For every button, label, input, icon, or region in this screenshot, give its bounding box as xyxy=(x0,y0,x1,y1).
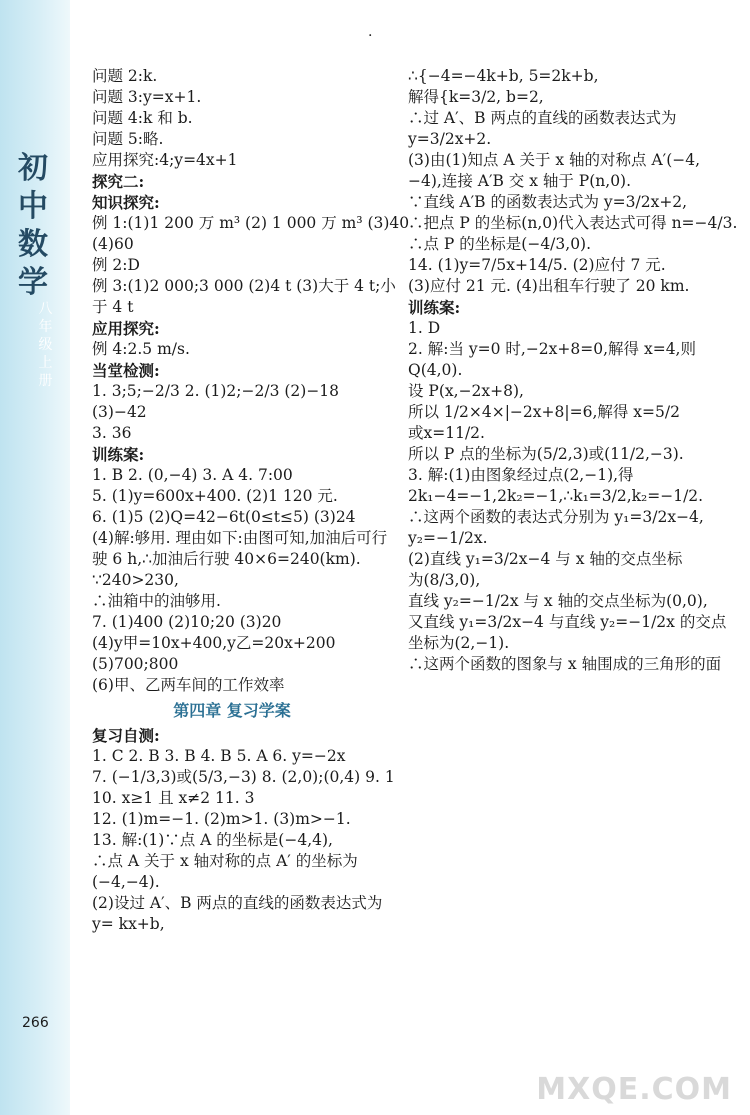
text-line: ∴这两个函数的表达式分别为 y₁=3/2x−4, xyxy=(408,508,704,526)
text-line: 14. (1)y=7/5x+14/5. (2)应付 7 元. xyxy=(408,256,666,274)
text-line: 10. x≥1 且 x≠2 11. 3 xyxy=(92,789,255,807)
text-line: 3. 解:(1)由图象经过点(2,−1),得 xyxy=(408,466,634,484)
text-line: y= kx+b, xyxy=(92,915,165,933)
text-line: (3)由(1)知点 A 关于 x 轴的对称点 A′(−4, xyxy=(408,151,701,169)
text-line: 应用探究: xyxy=(92,319,160,338)
text-line: 问题 4:k 和 b. xyxy=(92,109,193,127)
watermark: MXQE.COM xyxy=(536,1072,732,1107)
text-line: (2)设过 A′、B 两点的直线的函数表达式为 xyxy=(92,894,383,912)
text-line: 复习自测: xyxy=(92,726,160,745)
text-line: ∴油箱中的油够用. xyxy=(92,592,221,610)
text-line: ∵240>230, xyxy=(92,571,179,589)
text-line: ∴点 A 关于 x 轴对称的点 A′ 的坐标为 xyxy=(92,852,358,870)
text-line: (−4,−4). xyxy=(92,873,160,891)
text-line: 问题 3:y=x+1. xyxy=(92,88,202,106)
page-number: 266 xyxy=(22,1015,49,1031)
text-line: −4),连接 A′B 交 x 轴于 P(n,0). xyxy=(408,172,632,190)
text-line: 6. (1)5 (2)Q=42−6t(0≤t≤5) (3)24 xyxy=(92,508,356,526)
text-line: 于 4 t xyxy=(92,298,134,316)
text-line: ∵直线 A′B 的函数表达式为 y=3/2x+2, xyxy=(408,193,688,211)
grade-label: 八年级上册 xyxy=(38,301,54,389)
text-line: 所以 1/2×4×|−2x+8|=6,解得 x=5/2 xyxy=(408,403,680,421)
text-line: 应用探究:4;y=4x+1 xyxy=(92,151,238,169)
text-line: 例 1:(1)1 200 万 m³ (2) 1 000 万 m³ (3)40 xyxy=(92,214,410,232)
top-dot: . xyxy=(368,24,373,40)
text-line: 当堂检测: xyxy=(92,361,160,380)
right-column xyxy=(408,66,738,675)
text-line: (4)y甲=10x+400,y乙=20x+200 xyxy=(92,634,336,652)
text-line: 例 4:2.5 m/s. xyxy=(92,340,190,358)
text-line: ∴把点 P 的坐标(n,0)代入表达式可得 n=−4/3. xyxy=(408,214,738,232)
text-line: ∴{−4=−4k+b, 5=2k+b, xyxy=(408,67,599,85)
text-line: (4)解:够用. 理由如下:由图可知,加油后可行 xyxy=(92,529,388,547)
text-line: 1. D xyxy=(408,319,441,337)
text-line: 坐标为(2,−1). xyxy=(408,634,510,652)
text-line: 训练案: xyxy=(408,298,461,317)
text-line: 1. C 2. B 3. B 4. B 5. A 6. y=−2x xyxy=(92,747,346,765)
text-line: 第四章 复习学案 xyxy=(173,701,291,720)
text-line: (3)−42 xyxy=(92,403,147,421)
text-line: 3. 36 xyxy=(92,424,132,442)
text-line: ∴点 P 的坐标是(−4/3,0). xyxy=(408,235,592,253)
text-line: (4)60 xyxy=(92,235,134,253)
text-line: 又直线 y₁=3/2x−4 与直线 y₂=−1/2x 的交点 xyxy=(408,613,727,631)
sidebar-band xyxy=(0,0,70,1115)
text-line: 7. (−1/3,3)或(5/3,−3) 8. (2,0);(0,4) 9. 1 xyxy=(92,768,395,786)
text-line: 为(8/3,0), xyxy=(408,571,481,589)
text-line: 解得{k=3/2, b=2, xyxy=(408,88,544,106)
text-line: (2)直线 y₁=3/2x−4 与 x 轴的交点坐标 xyxy=(408,550,683,568)
text-line: y=3/2x+2. xyxy=(408,130,492,148)
text-line: y₂=−1/2x. xyxy=(408,529,488,547)
text-line: 1. B 2. (0,−4) 3. A 4. 7:00 xyxy=(92,466,293,484)
text-line: Q(4,0). xyxy=(408,361,463,379)
text-line: (5)700;800 xyxy=(92,655,179,673)
text-line: 或x=11/2. xyxy=(408,424,485,442)
text-line: 问题 5:略. xyxy=(92,130,164,148)
text-line: 1. 3;5;−2/3 2. (1)2;−2/3 (2)−18 xyxy=(92,382,340,400)
text-line: (3)应付 21 元. (4)出租车行驶了 20 km. xyxy=(408,277,690,295)
text-line: 训练案: xyxy=(92,445,145,464)
text-line: 例 3:(1)2 000;3 000 (2)4 t (3)大于 4 t;小 xyxy=(92,277,396,295)
text-line: 探究二: xyxy=(92,172,145,191)
left-column xyxy=(92,66,410,935)
text-line: 例 2:D xyxy=(92,256,140,274)
text-line: 7. (1)400 (2)10;20 (3)20 xyxy=(92,613,282,631)
text-line: ∴过 A′、B 两点的直线的函数表达式为 xyxy=(408,109,677,127)
text-line: 5. (1)y=600x+400. (2)1 120 元. xyxy=(92,487,338,505)
text-line: 问题 2:k. xyxy=(92,67,158,85)
text-line: (6)甲、乙两车间的工作效率 xyxy=(92,676,285,694)
text-line: 驶 6 h,∴加油后行驶 40×6=240(km). xyxy=(92,550,361,568)
text-line: 设 P(x,−2x+8), xyxy=(408,382,524,400)
text-line: ∴这两个函数的图象与 x 轴围成的三角形的面 xyxy=(408,655,722,673)
text-line: 13. 解:(1)∵点 A 的坐标是(−4,4), xyxy=(92,831,333,849)
text-line: 12. (1)m=−1. (2)m>1. (3)m>−1. xyxy=(92,810,351,828)
text-line: 知识探究: xyxy=(92,193,160,212)
text-line: 2. 解:当 y=0 时,−2x+8=0,解得 x=4,则 xyxy=(408,340,696,358)
book-title: 初中数学 xyxy=(18,151,48,300)
text-line: 直线 y₂=−1/2x 与 x 轴的交点坐标为(0,0), xyxy=(408,592,708,610)
text-line: 所以 P 点的坐标为(5/2,3)或(11/2,−3). xyxy=(408,445,684,463)
text-line: 2k₁−4=−1,2k₂=−1,∴k₁=3/2,k₂=−1/2. xyxy=(408,487,704,505)
